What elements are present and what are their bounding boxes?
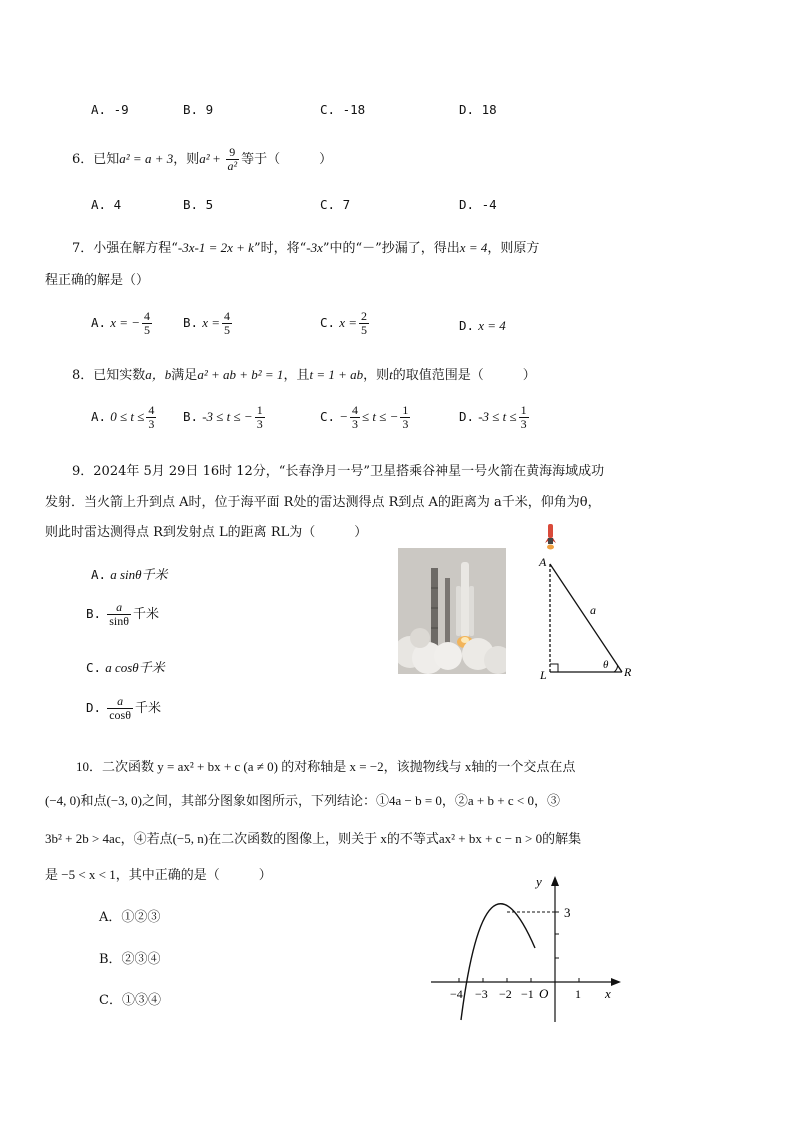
q5-option-c: C. -18 (320, 102, 366, 117)
graph-y-label: y (536, 874, 542, 889)
graph-origin-label: O (539, 986, 549, 1001)
label-L: L (540, 668, 547, 680)
q7-option-a: A. x = − $\frac{4}{5}$ (91, 309, 151, 337)
q8-option-c: C. − $\frac{4}{3}$ ≤ t ≤ − $\frac{1}{3}$ (320, 403, 409, 431)
q9-stem-line3: 则此时雷达测得点 R到发射点 L的距离 RL为（ ） (45, 525, 368, 540)
tick-label-neg3: −3 (475, 987, 488, 1001)
q7-option-d: D. x = 4 (459, 318, 506, 333)
q9-stem-line2: 发射．当火箭上升到点 A时，位于海平面 R处的雷达测得点 R到点 A的距离为 a千米，仰角为θ， (45, 495, 601, 510)
q7-stem-line2: 程正确的解是（） (45, 273, 150, 288)
q9-stem-line1: 9．2024年 5月 29日 16时 12分，“长春浄月一号”卫星搭乘谷神星一号火箭在黄海海域成功 (72, 464, 605, 479)
q8-option-a: A. 0 ≤ t ≤ $\frac{4}{3}$ (91, 403, 155, 431)
q6-option-c: C. 7 (320, 197, 351, 212)
q8-option-b: B. -3 ≤ t ≤ − $\frac{1}{3}$ (183, 403, 263, 431)
q6-option-a: A. 4 (91, 197, 122, 212)
rocket-icon (545, 524, 556, 550)
q10-stem-line3: 3b² + 2b > 4ac，④若点(−5, n)在二次函数的图像上，则关于 x的不等式ax² + bx + c − n > 0的解集 (45, 831, 582, 846)
q7-stem-line1: 7．小强在解方程“-3x-1 = 2x + k”时，将“-3x”中的“－”抄漏了，得出x = 4，则原方 (72, 240, 540, 256)
q10-stem-line2: (−4, 0)和点(−3, 0)之间，其部分图象如图所示，下列结论：①4a − b = 0，②a + b + c < 0，③ (45, 793, 560, 808)
tick-label-neg4: −4 (450, 987, 463, 1001)
tick-label-1: 1 (575, 987, 581, 1001)
label-A: A (539, 555, 547, 569)
graph-x-label: x (605, 986, 611, 1001)
label-a: a (590, 603, 596, 617)
q9-option-c: C. a cosθ千米 (86, 660, 165, 675)
parabola-graph (425, 872, 625, 1027)
graph-y3-label: 3 (564, 905, 571, 920)
q9-option-a: A. a sinθ千米 (91, 567, 168, 582)
q10-stem-line4: 是 −5 < x < 1，其中正确的是（ ） (45, 867, 272, 882)
tick-label-neg2: −2 (499, 987, 512, 1001)
q6-option-b: B. 5 (183, 197, 214, 212)
q10-option-a: A．①②③ (99, 910, 161, 925)
rocket-launch-photo (398, 548, 506, 674)
tick-label-neg1: −1 (521, 987, 534, 1001)
triangle-diagram (530, 520, 640, 680)
q10-option-c: C．①③④ (99, 993, 161, 1008)
q8-option-d: D. -3 ≤ t ≤ $\frac{1}{3}$ (459, 403, 527, 431)
q5-option-b: B. 9 (183, 102, 214, 117)
q5-option-a: A. -9 (91, 102, 129, 117)
q7-option-c: C. x = $\frac{2}{5}$ (320, 309, 367, 337)
q7-option-b: B. x = $\frac{4}{5}$ (183, 309, 230, 337)
label-theta: θ (603, 659, 609, 671)
q6-fraction: $\frac{9}{\text{a²}}$ (227, 145, 238, 173)
q9-option-b: B. $\frac{a}{\sin\theta}$ 千米 (86, 600, 159, 628)
q6-stem: 6．已知a² = a + 3，则a² + $\frac{9}{\text{a²}}$ 等于（ ） (72, 145, 333, 173)
q10-stem-line1: 10．二次函数 y = ax² + bx + c (a ≠ 0) 的对称轴是 x = −2，该抛物线与 x轴的一个交点在点 (76, 759, 576, 774)
q5-option-d: D. 18 (459, 102, 497, 117)
q9-option-d: D. $\frac{a}{\cos\theta}$ 千米 (86, 694, 161, 722)
label-R: R (624, 665, 632, 679)
q10-option-b: B．②③④ (99, 952, 161, 967)
q8-stem: 8．已知实数a，b满足a² + ab + b² = 1，且t = 1 + ab，则t的取值范围是（ ） (72, 367, 536, 383)
q6-option-d: D. -4 (459, 197, 497, 212)
